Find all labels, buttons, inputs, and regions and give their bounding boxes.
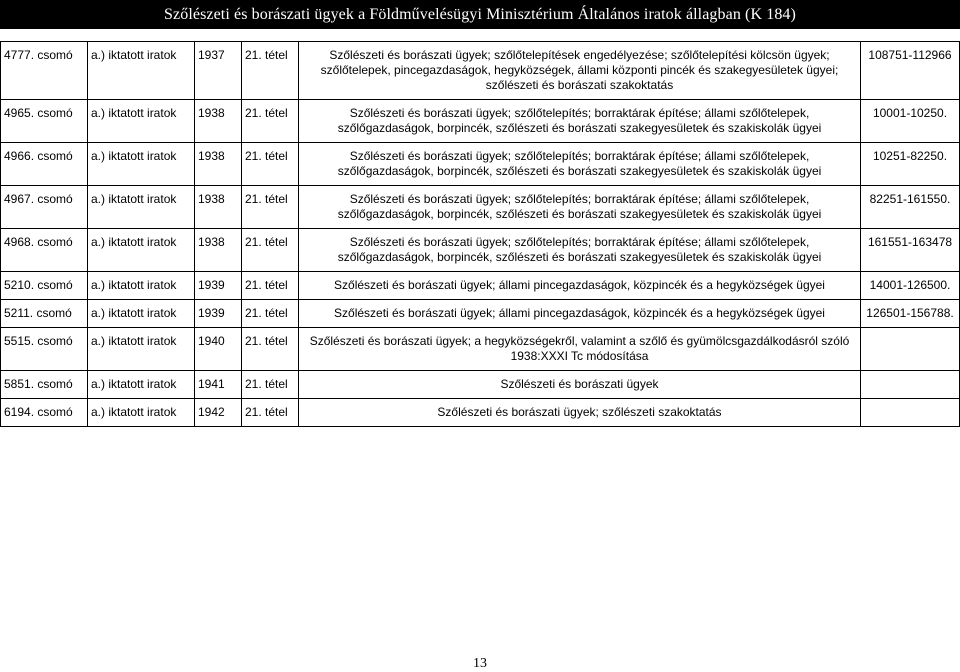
csomo-cell: 4777. csomó [1,42,88,100]
record-type-cell: a.) iktatott iratok [88,328,195,371]
description-cell: Szőlészeti és borászati ügyek; szőlőtelepítés; borraktárak építése; állami szőlőtelepek, szőlőgazdaságok, borpincék, szőlészeti és borászati szakegyesületek és szakiskolák ügyei [299,186,861,229]
record-type-cell: a.) iktatott iratok [88,100,195,143]
description-cell: Szőlészeti és borászati ügyek; szőlőtelepítés; borraktárak építése; állami szőlőtelepek, szőlőgazdaságok, borpincék, szőlészeti és borászati szakegyesületek és szakiskolák ügyei [299,229,861,272]
number-range-cell: 126501-156788. [861,300,960,328]
table-row [1,371,960,399]
csomo-cell: 4965. csomó [1,100,88,143]
number-range-cell: 10001-10250. [861,100,960,143]
table-row [1,272,960,300]
description-cell: Szőlészeti és borászati ügyek [299,371,861,399]
number-range-cell [861,371,960,399]
csomo-cell: 4966. csomó [1,143,88,186]
year-cell: 1939 [195,272,242,300]
year-cell: 1938 [195,100,242,143]
records-body [1,42,960,427]
year-cell: 1939 [195,300,242,328]
csomo-cell: 5210. csomó [1,272,88,300]
csomo-cell: 6194. csomó [1,399,88,427]
table-row [1,229,960,272]
table-row [1,186,960,229]
number-range-cell: 161551-163478 [861,229,960,272]
csomo-cell: 4967. csomó [1,186,88,229]
csomo-cell: 4968. csomó [1,229,88,272]
record-type-cell: a.) iktatott iratok [88,371,195,399]
number-range-cell: 10251-82250. [861,143,960,186]
number-range-cell [861,399,960,427]
description-cell: Szőlészeti és borászati ügyek; a hegyközségekről, valamint a szőlő és gyümölcsgazdálkodásról szóló 1938:XXXI Tc módosítása [299,328,861,371]
page-header [0,0,960,29]
tetel-cell: 21. tétel [242,399,299,427]
year-cell: 1938 [195,143,242,186]
table-row [1,328,960,371]
year-cell: 1938 [195,186,242,229]
table-row [1,143,960,186]
tetel-cell: 21. tétel [242,371,299,399]
description-cell: Szőlészeti és borászati ügyek; állami pincegazdaságok, közpincék és a hegyközségek ügyei [299,300,861,328]
record-type-cell: a.) iktatott iratok [88,300,195,328]
year-cell: 1940 [195,328,242,371]
tetel-cell: 21. tétel [242,143,299,186]
page-number: 13 [473,656,487,671]
tetel-cell: 21. tétel [242,229,299,272]
record-type-cell: a.) iktatott iratok [88,229,195,272]
number-range-cell: 14001-126500. [861,272,960,300]
number-range-cell [861,328,960,371]
table-row [1,399,960,427]
csomo-cell: 5211. csomó [1,300,88,328]
tetel-cell: 21. tétel [242,42,299,100]
description-cell: Szőlészeti és borászati ügyek; szőlészeti szakoktatás [299,399,861,427]
table-row [1,300,960,328]
record-type-cell: a.) iktatott iratok [88,186,195,229]
tetel-cell: 21. tétel [242,328,299,371]
tetel-cell: 21. tétel [242,300,299,328]
csomo-cell: 5851. csomó [1,371,88,399]
record-type-cell: a.) iktatott iratok [88,42,195,100]
page-title: Szőlészeti és borászati ügyek a Földművelésügyi Minisztérium Általános iratok állagban (K 184) [164,5,796,23]
record-type-cell: a.) iktatott iratok [88,399,195,427]
description-cell: Szőlészeti és borászati ügyek; szőlőtelepítés; borraktárak építése; állami szőlőtelepek, szőlőgazdaságok, borpincék, szőlészeti és borászati szakegyesületek és szakiskolák ügyei [299,143,861,186]
record-type-cell: a.) iktatott iratok [88,272,195,300]
year-cell: 1937 [195,42,242,100]
table-row [1,100,960,143]
description-cell: Szőlészeti és borászati ügyek; szőlőtelepítés; borraktárak építése; állami szőlőtelepek, szőlőgazdaságok, borpincék, szőlészeti és borászati szakegyesületek és szakiskolák ügyei [299,100,861,143]
year-cell: 1942 [195,399,242,427]
record-type-cell: a.) iktatott iratok [88,143,195,186]
description-cell: Szőlészeti és borászati ügyek; szőlőtelepítések engedélyezése; szőlőtelepítési kölcsön ügyek; szőlőtelepek, pincegazdaságok, hegyközségek, állami központi pincék és szakegyesületek ügyei; szőlészeti és borászati szakoktatás [299,42,861,100]
csomo-cell: 5515. csomó [1,328,88,371]
year-cell: 1941 [195,371,242,399]
tetel-cell: 21. tétel [242,100,299,143]
tetel-cell: 21. tétel [242,186,299,229]
tetel-cell: 21. tétel [242,272,299,300]
number-range-cell: 108751-112966 [861,42,960,100]
number-range-cell: 82251-161550. [861,186,960,229]
records-table [0,41,960,427]
description-cell: Szőlészeti és borászati ügyek; állami pincegazdaságok, közpincék és a hegyközségek ügyei [299,272,861,300]
year-cell: 1938 [195,229,242,272]
table-row [1,42,960,100]
